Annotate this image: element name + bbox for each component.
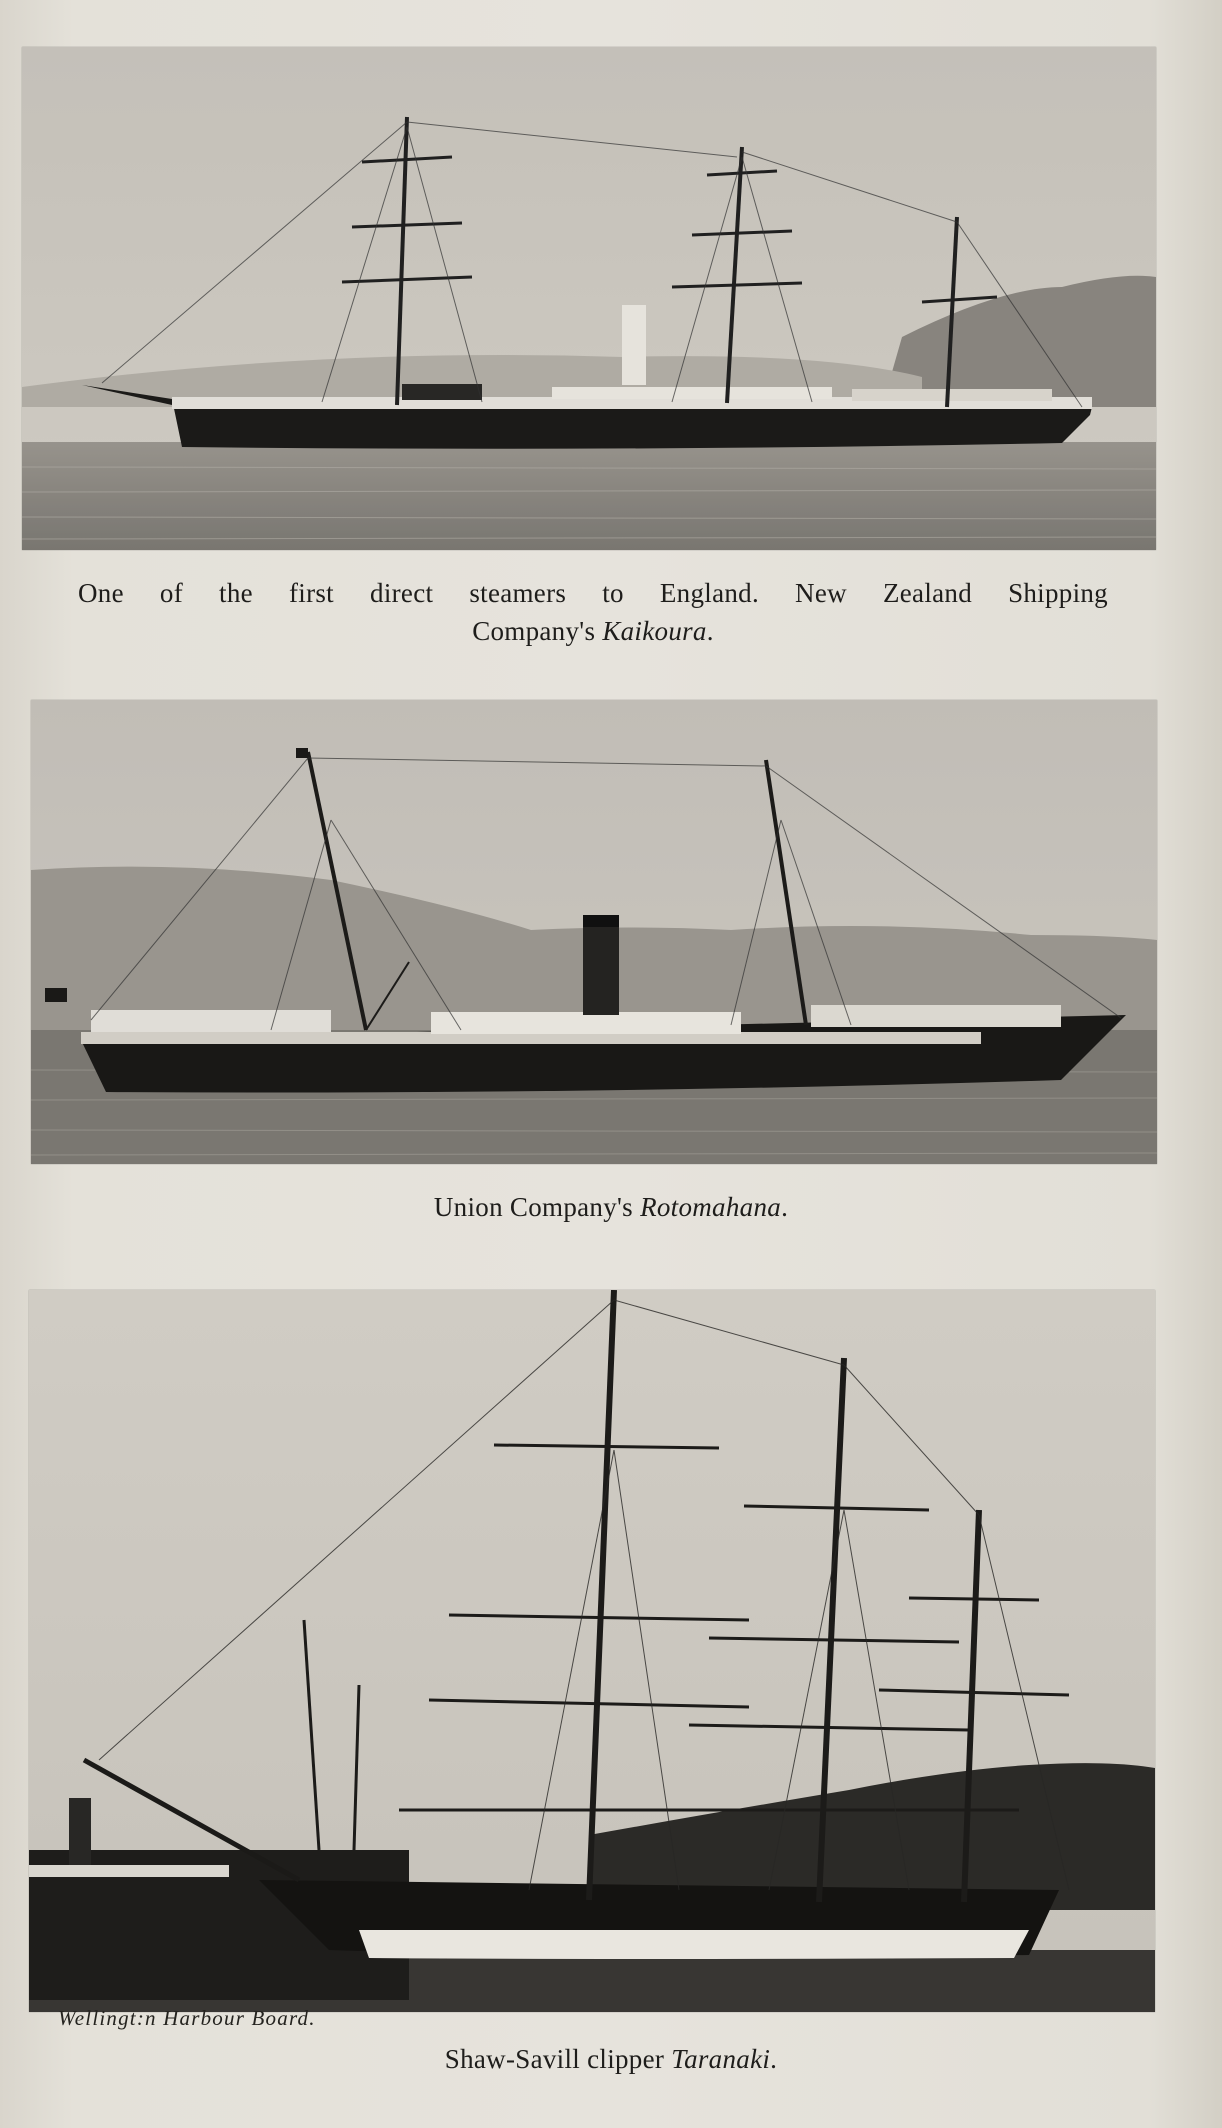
steamship-photo-icon [22,47,1156,550]
taranaki-photo [29,1290,1155,2012]
caption-prefix: Shaw-Savill clipper [444,2044,665,2074]
taranaki-caption [0,2040,1222,2078]
caption-suffix: . [781,1192,789,1222]
caption-prefix: Company's [472,616,596,646]
ship-name: Rotomahana [640,1192,782,1222]
photo-credit: Wellingt:n Harbour Board. [58,2006,316,2030]
caption-prefix: Union Company's [433,1192,633,1222]
rotomahana-caption [0,1188,1222,1226]
clipper-ship-photo-icon [29,1290,1155,2012]
ship-name: Kaikoura [602,616,707,646]
kaikoura-photo [22,47,1156,550]
ship-name: Taranaki [671,2044,771,2074]
caption-line-2 [78,612,1108,650]
caption-suffix: . [706,616,714,646]
caption-line-1: One of the first direct steamers to England. New Zealand Shipping [78,578,1108,608]
steamship-photo-icon [31,700,1157,1164]
rotomahana-photo [31,700,1157,1164]
kaikoura-caption [78,574,1108,650]
caption-suffix: . [770,2044,778,2074]
